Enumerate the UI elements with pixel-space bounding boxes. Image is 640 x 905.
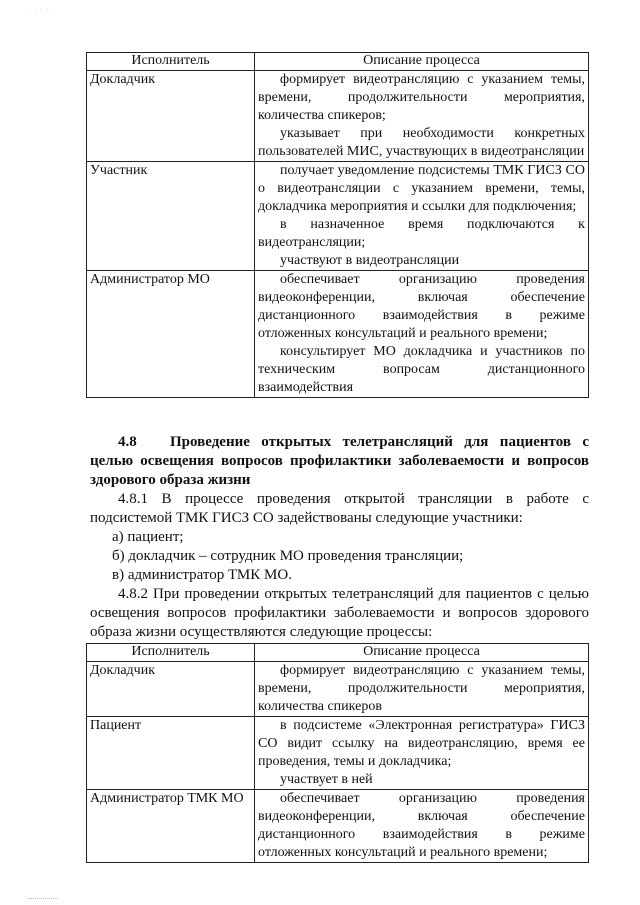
description-line: в подсистеме «Электронная регистратура» ГИСЗ СО видит ссылку на видеотрансляцию, время ее проведения, темы и докладчика; xyxy=(258,718,585,769)
table-row xyxy=(87,790,589,863)
table-row xyxy=(87,717,589,790)
section-4-8 xyxy=(90,433,589,642)
header-description: Описание процесса xyxy=(255,644,589,662)
actor-cell: Администратор МО xyxy=(87,271,255,398)
description-line: консультирует МО докладчика и участников по техническим вопросам дистанционного взаимодействия xyxy=(258,344,585,395)
description-line: указывает при необходимости конкретных пользователей МИС, участвующих в видеотрансляции xyxy=(258,126,585,159)
description-cell xyxy=(255,71,589,162)
section-heading xyxy=(90,433,589,490)
table-row xyxy=(87,162,589,271)
actor-cell: Администратор ТМК МО xyxy=(87,790,255,863)
description-line: обеспечивает организацию проведения видеоконференции, включая обеспечение дистанционного взаимодействия в режиме отложенных консультаций и реального времени; xyxy=(258,791,585,860)
actor-cell: Участник xyxy=(87,162,255,271)
description-line: участвует в ней xyxy=(280,772,373,787)
scan-mark: · · · · · xyxy=(28,6,56,14)
list-item: в) администратор ТМК МО. xyxy=(112,567,292,583)
process-table-1 xyxy=(86,52,589,398)
actor-cell: Докладчик xyxy=(87,71,255,162)
header-description: Описание процесса xyxy=(255,53,589,71)
description-cell xyxy=(255,790,589,863)
actor-cell: Пациент xyxy=(87,717,255,790)
description-line: формирует видеотрансляцию с указанием темы, времени, продолжительности мероприятия, количества спикеров xyxy=(258,663,585,714)
description-cell xyxy=(255,162,589,271)
process-table-2 xyxy=(86,643,589,863)
list-item: б) докладчик – сотрудник МО проведения трансляции; xyxy=(112,548,464,564)
section-title: Проведение открытых телетрансляций для пациентов с целью освещения вопросов профилактики заболеваемости и вопросов здорового образа жизни xyxy=(90,434,589,488)
actor-cell: Докладчик xyxy=(87,662,255,717)
header-executor: Исполнитель xyxy=(87,644,255,662)
description-line: получает уведомление подсистемы ТМК ГИСЗ СО о видеотрансляции с указанием времени, темы, докладчика мероприятия и ссылки для подключения; xyxy=(258,163,585,214)
description-line: формирует видеотрансляцию с указанием темы, времени, продолжительности мероприятия, количества спикеров; xyxy=(258,72,585,123)
description-line: в назначенное время подключаются к видеотрансляции; xyxy=(258,217,585,250)
description-cell xyxy=(255,662,589,717)
scan-mark-bottom xyxy=(28,898,58,899)
table-header-row xyxy=(87,53,589,71)
paragraph-4-8-2: 4.8.2 При проведении открытых телетрансляций для пациентов с целью освещения вопросов профилактики заболеваемости и вопросов здорового образа жизни осуществляются следующие процессы: xyxy=(90,586,589,640)
description-cell xyxy=(255,717,589,790)
table-header-row xyxy=(87,644,589,662)
description-line: обеспечивает организацию проведения видеоконференции, включая обеспечение дистанционного взаимодействия в режиме отложенных консультаций и реального времени; xyxy=(258,272,585,341)
section-number: 4.8 xyxy=(118,434,137,450)
paragraph-4-8-1: 4.8.1 В процессе проведения открытой трансляции в работе с подсистемой ТМК ГИСЗ СО задействованы следующие участники: xyxy=(90,491,589,526)
table-row xyxy=(87,71,589,162)
description-line: участвуют в видеотрансляции xyxy=(280,253,460,268)
header-executor: Исполнитель xyxy=(87,53,255,71)
list-item: а) пациент; xyxy=(112,529,184,545)
description-cell xyxy=(255,271,589,398)
table-row xyxy=(87,662,589,717)
table-row xyxy=(87,271,589,398)
